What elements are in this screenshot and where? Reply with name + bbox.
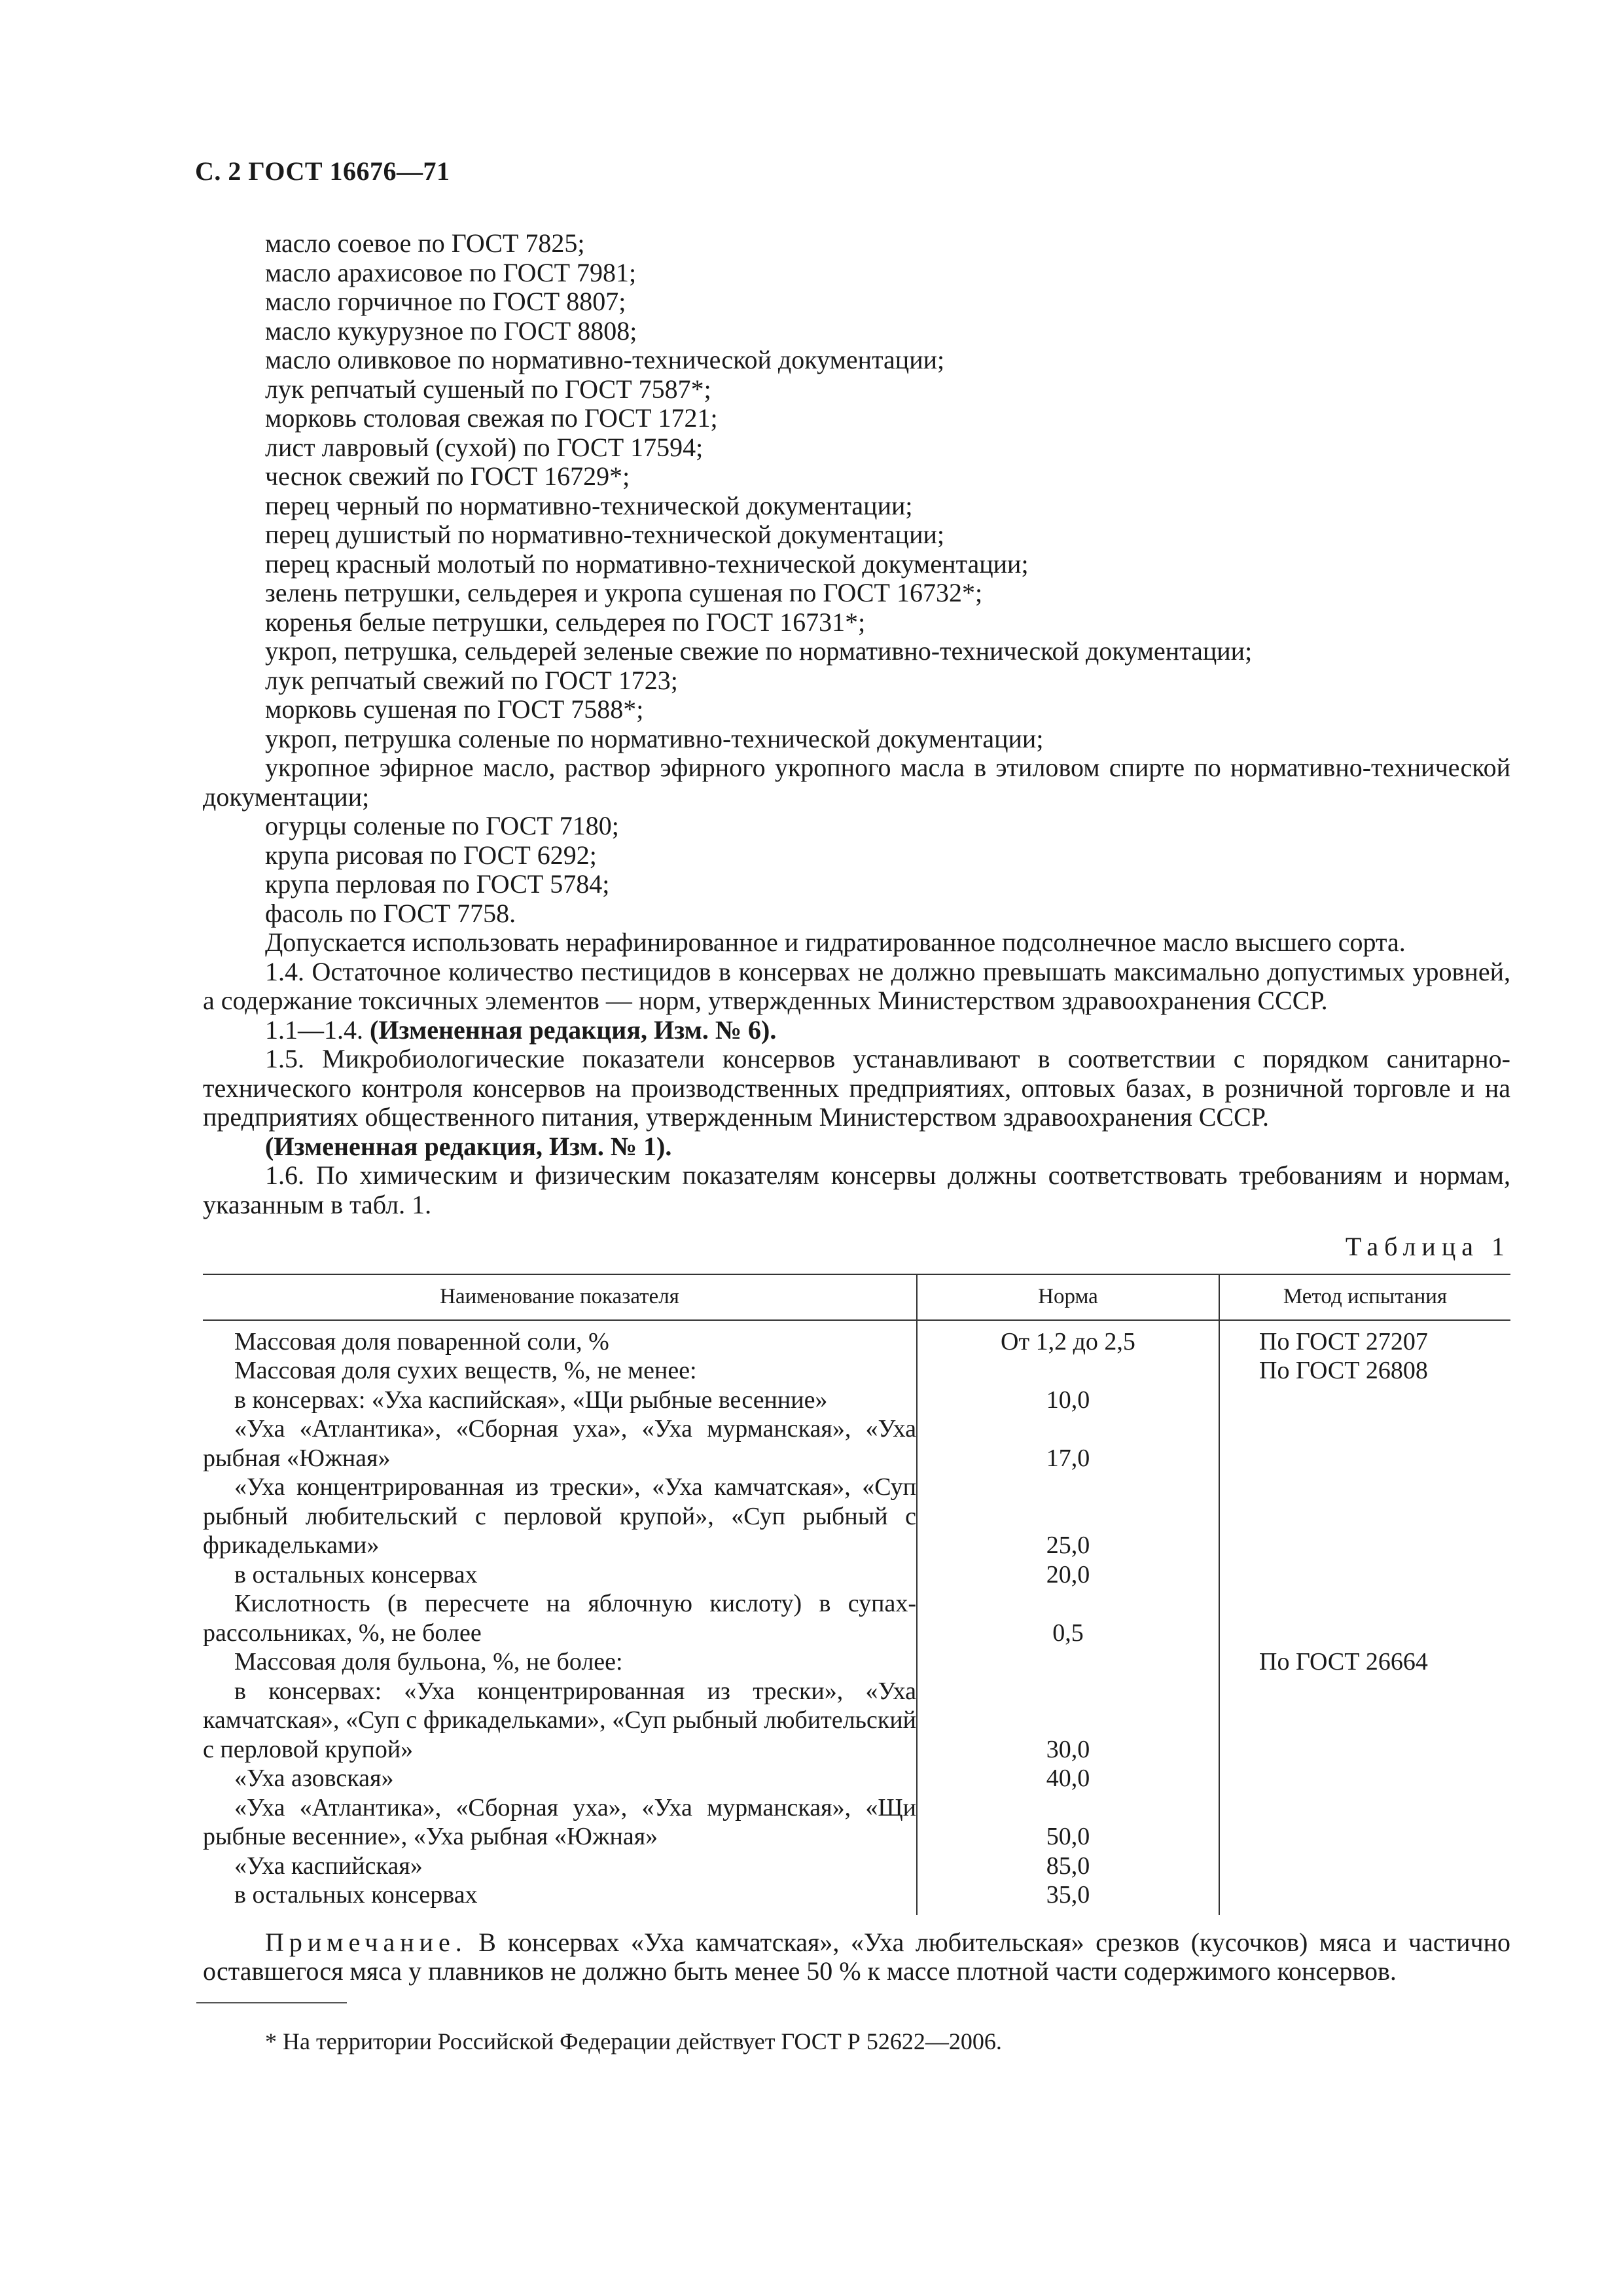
ingredient-item: перец душистый по нормативно-технической документации; xyxy=(265,520,945,549)
table-row xyxy=(203,1880,1510,1915)
note-text: В консервах «Уха камчатская», «Уха любительская» срезков (кусочков) мяса и частично оставшегося мяса у плавников не должно быть менее 50 % к массе плотной части содержимого консервов. xyxy=(203,1927,1510,1986)
amendment-note: (Измененная редакция, Изм. № 6). xyxy=(370,1014,777,1045)
ingredient-item: чеснок свежий по ГОСТ 16729*; xyxy=(265,461,630,491)
indicator-cell: Массовая доля поваренной соли, % xyxy=(234,1327,609,1355)
norm-cell: 50,0 xyxy=(917,1793,1219,1852)
page-header: С. 2 ГОСТ 16676—71 xyxy=(195,156,450,186)
table-row xyxy=(203,1356,1510,1386)
document-body xyxy=(203,229,1510,2079)
method-cell xyxy=(1219,1764,1510,1793)
indicator-cell: «Уха азовская» xyxy=(234,1765,394,1792)
table-row xyxy=(203,1473,1510,1560)
indicator-cell: в консервах: «Уха концентрированная из трески», «Уха камчатская», «Суп с фрикадельками», «Суп рыбный любительский с перловой крупой» xyxy=(203,1677,916,1763)
ingredient-item: масло оливковое по нормативно-технической документации; xyxy=(265,345,945,374)
ingredient-item: лист лавровый (сухой) по ГОСТ 17594; xyxy=(265,432,704,462)
ingredient-item: крупа перловая по ГОСТ 5784; xyxy=(265,869,610,899)
method-cell xyxy=(1219,1793,1510,1852)
ingredient-item: огурцы соленые по ГОСТ 7180; xyxy=(265,811,619,840)
paragraph-1-4: 1.4. Остаточное количество пестицидов в консервах не должно превышать максимально допустимых уровней, а содержание токсичных элементов — норм, утвержденных Министерством здравоохранения СССР. xyxy=(203,956,1510,1015)
norm-cell: 20,0 xyxy=(917,1560,1219,1590)
column-header-indicator: Наименование показателя xyxy=(203,1274,917,1320)
norm-cell: 17,0 xyxy=(917,1414,1219,1473)
table-row xyxy=(203,1647,1510,1677)
ingredient-item: масло горчичное по ГОСТ 8807; xyxy=(265,287,626,316)
ingredient-item: масло соевое по ГОСТ 7825; xyxy=(265,228,585,258)
table-row xyxy=(203,1386,1510,1415)
table-note xyxy=(203,1928,1510,1986)
indicator-cell: «Уха «Атлантика», «Сборная уха», «Уха мурманская», «Уха рыбная «Южная» xyxy=(203,1415,916,1472)
method-cell xyxy=(1219,1589,1510,1647)
table-row xyxy=(203,1320,1510,1357)
paragraph-1-6: 1.6. По химическим и физическим показателям консервы должны соответствовать требованиям и нормам, указанным в табл. 1. xyxy=(203,1160,1510,1219)
method-cell: По ГОСТ 27207 xyxy=(1219,1320,1510,1357)
table-caption: Таблица 1 xyxy=(1345,1232,1510,1261)
ingredient-item: перец красный молотый по нормативно-технической документации; xyxy=(265,548,1029,579)
ingredient-item: зелень петрушки, сельдерея и укропа сушеная по ГОСТ 16732*; xyxy=(265,578,983,607)
norm-cell: 0,5 xyxy=(917,1589,1219,1647)
table-row xyxy=(203,1852,1510,1881)
norm-cell: 40,0 xyxy=(917,1764,1219,1793)
note-label: Примечание. xyxy=(265,1927,467,1957)
ingredient-item: морковь сушеная по ГОСТ 7588*; xyxy=(265,694,644,724)
ingredient-list xyxy=(203,229,1510,928)
footnote: * На территории Российской Федерации действует ГОСТ Р 52622—2006. xyxy=(265,2028,1002,2054)
indicator-cell: в консервах: «Уха каспийская», «Щи рыбные весенние» xyxy=(234,1386,828,1414)
amendment-clauses: 1.1—1.4. xyxy=(265,1014,370,1045)
ingredient-item: коренья белые петрушки, сельдерея по ГОСТ 16731*; xyxy=(265,607,866,637)
indicator-cell: «Уха каспийская» xyxy=(234,1852,423,1880)
method-cell xyxy=(1219,1677,1510,1765)
ingredient-item: лук репчатый свежий по ГОСТ 1723; xyxy=(265,665,678,695)
norm-cell: 35,0 xyxy=(917,1880,1219,1915)
norm-cell: 30,0 xyxy=(917,1677,1219,1765)
ingredient-item: фасоль по ГОСТ 7758. xyxy=(265,898,516,928)
norm-cell: 10,0 xyxy=(917,1386,1219,1415)
amendment-note-1: (Измененная редакция, Изм. № 1). xyxy=(265,1131,672,1161)
method-cell xyxy=(1219,1386,1510,1415)
ingredient-item: укроп, петрушка соленые по нормативно-технической документации; xyxy=(265,723,1044,753)
indicators-table xyxy=(203,1274,1510,1915)
table-row xyxy=(203,1677,1510,1765)
method-cell xyxy=(1219,1560,1510,1590)
norm-cell xyxy=(917,1647,1219,1677)
method-cell xyxy=(1219,1880,1510,1915)
paragraph-amendment-6 xyxy=(203,1016,1510,1045)
table-row xyxy=(203,1589,1510,1647)
indicator-cell: «Уха «Атлантика», «Сборная уха», «Уха мурманская», «Щи рыбные весенние», «Уха рыбная «Южная» xyxy=(203,1793,916,1850)
method-cell xyxy=(1219,1414,1510,1473)
indicator-cell: Кислотность (в пересчете на яблочную кислоту) в супах-рассольниках, %, не более xyxy=(203,1590,916,1647)
column-header-norm: Норма xyxy=(917,1274,1219,1320)
footnote-divider xyxy=(196,2002,347,2003)
ingredient-item: масло кукурузное по ГОСТ 8808; xyxy=(265,315,637,346)
indicator-cell: в остальных консервах xyxy=(234,1560,478,1588)
paragraph-oil-allowed: Допускается использовать нерафинированное и гидратированное подсолнечное масло высшего сорта. xyxy=(265,927,1406,957)
ingredient-item: крупа рисовая по ГОСТ 6292; xyxy=(265,840,597,870)
column-header-method: Метод испытания xyxy=(1219,1274,1510,1320)
indicator-cell: Массовая доля сухих веществ, %, не менее: xyxy=(234,1357,697,1384)
table-header-row xyxy=(203,1274,1510,1320)
table-row xyxy=(203,1560,1510,1590)
table-row xyxy=(203,1414,1510,1473)
ingredient-item: перец черный по нормативно-технической документации; xyxy=(265,490,913,520)
indicator-cell: в остальных консервах xyxy=(234,1881,478,1909)
table-row xyxy=(203,1793,1510,1852)
norm-cell: От 1,2 до 2,5 xyxy=(917,1320,1219,1357)
ingredient-item: морковь столовая свежая по ГОСТ 1721; xyxy=(265,403,718,433)
table-row xyxy=(203,1764,1510,1793)
method-cell xyxy=(1219,1852,1510,1881)
norm-cell: 25,0 xyxy=(917,1473,1219,1560)
ingredient-item: лук репчатый сушеный по ГОСТ 7587*; xyxy=(265,374,711,404)
method-cell xyxy=(1219,1473,1510,1560)
indicator-cell: «Уха концентрированная из трески», «Уха камчатская», «Суп рыбный любительский с перловой крупой», «Суп рыбный с фрикадельками» xyxy=(203,1473,916,1559)
norm-cell xyxy=(917,1356,1219,1386)
norm-cell: 85,0 xyxy=(917,1852,1219,1881)
method-cell: По ГОСТ 26808 xyxy=(1219,1356,1510,1386)
ingredient-item: укроп, петрушка, сельдерей зеленые свежие по нормативно-технической документации; xyxy=(265,636,1253,666)
method-cell: По ГОСТ 26664 xyxy=(1219,1647,1510,1677)
ingredient-item: масло арахисовое по ГОСТ 7981; xyxy=(265,257,637,287)
ingredient-item-dill-oil: укропное эфирное масло, раствор эфирного укропного масла в этиловом спирте по нормативно-технической документации; xyxy=(203,753,1510,812)
indicator-cell: Массовая доля бульона, %, не более: xyxy=(234,1648,623,1676)
paragraph-1-5: 1.5. Микробиологические показатели консервов устанавливают в соответствии с порядком санитарно-технического контроля консервов на производственных предприятиях, оптовых базах, в розничной торговле и на предприятиях общественного питания, утвержденным Министерством здравоохранения СССР. xyxy=(203,1044,1510,1132)
